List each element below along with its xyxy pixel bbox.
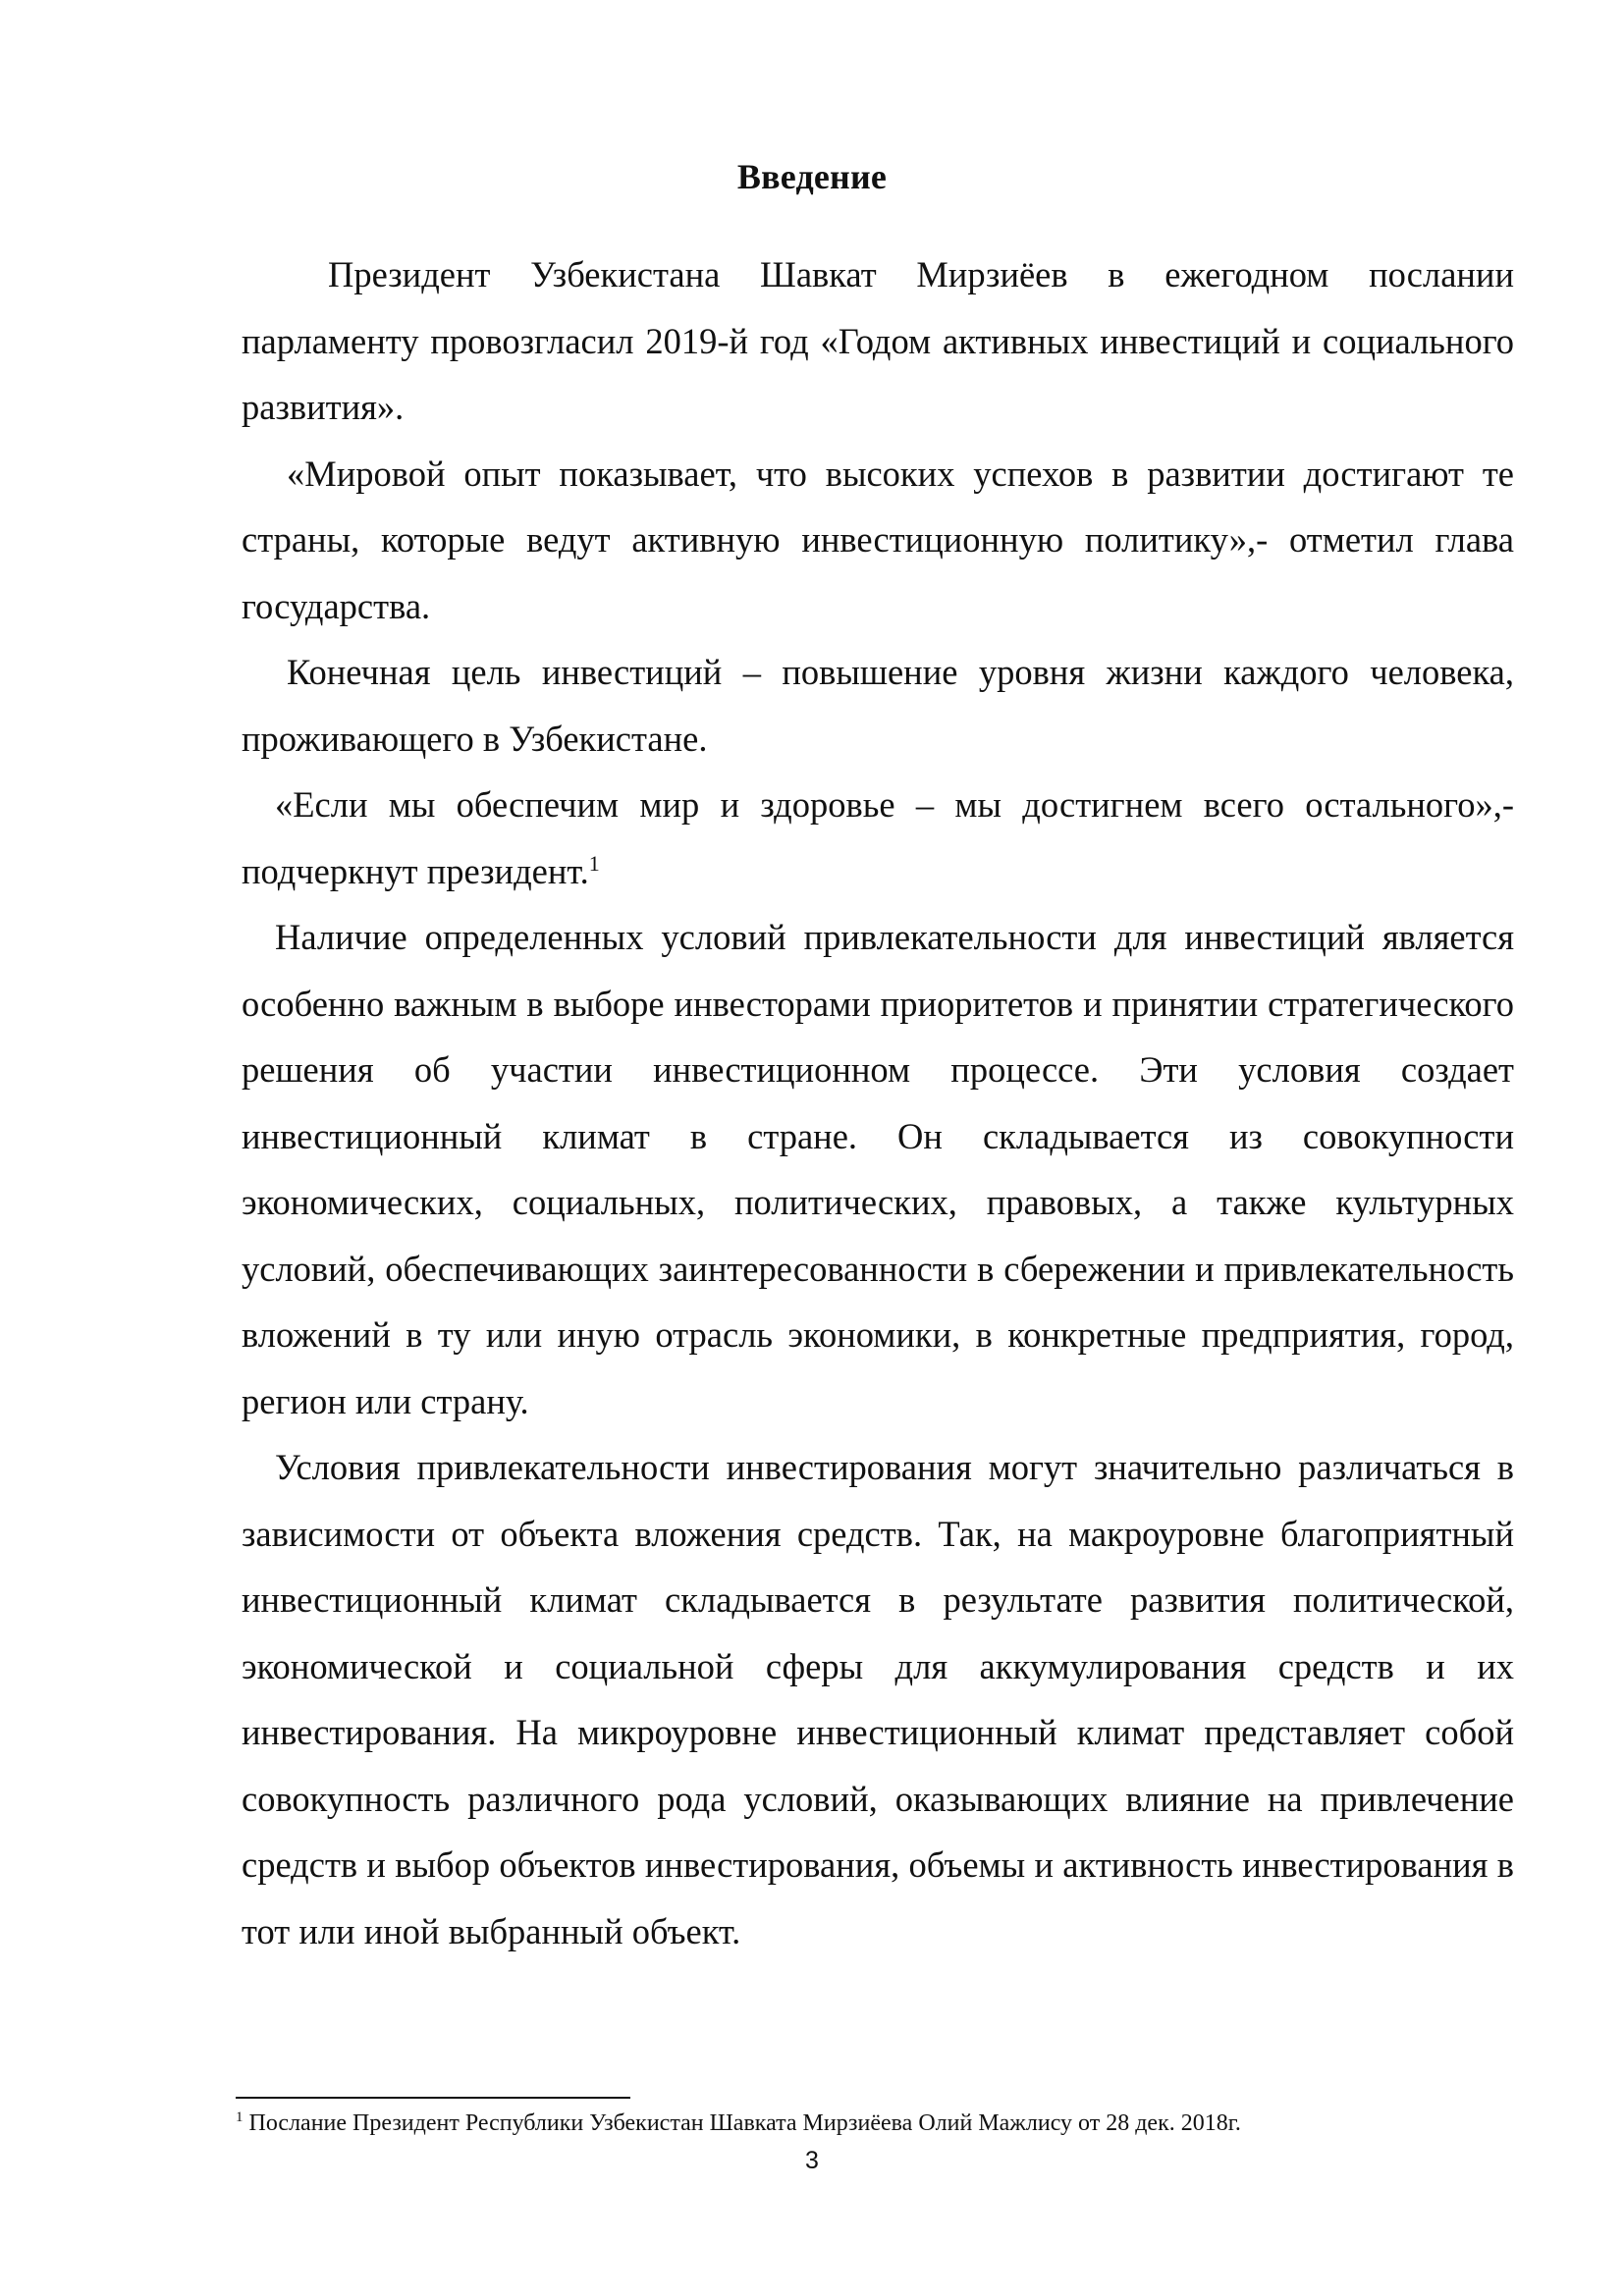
body-text	[242, 241, 1514, 1964]
paragraph-4-text: «Если мы обеспечим мир и здоровье – мы достигнем всего остального»,- подчеркнут президент.	[242, 784, 1514, 891]
footnote-marker: 1	[236, 2109, 244, 2125]
paragraph-5: Наличие определенных условий привлекательности для инвестиций является особенно важным в выборе инвесторами приоритетов и принятии стратегического решения об участии инвестиционном процессе. Эти условия создает инвестиционный климат в стране. Он складывается из совокупности экономических, социальных, политических, правовых, а также культурных условий, обеспечивающих заинтересованности в сбережении и привлекательность вложений в ту или иную отрасль экономики, в конкретные предприятия, город, регион или страну.	[242, 917, 1514, 1421]
paragraph-4	[242, 772, 1514, 904]
footnote-reference: 1	[588, 850, 600, 876]
paragraph-3: Конечная цель инвестиций – повышение уровня жизни каждого человека, проживающего в Узбекистане.	[242, 652, 1514, 759]
footnote-separator	[236, 2097, 630, 2099]
footnote-text: Послание Президент Республики Узбекистан Шавката Мирзиёева Олий Мажлису от 28 дек. 2018г.	[243, 2110, 1241, 2136]
page-heading: Введение	[736, 157, 888, 196]
paragraph-2: «Мировой опыт показывает, что высоких успехов в развитии достигают те страны, которые ведут активную инвестиционную политику»,- отметил глава государства.	[242, 453, 1514, 626]
paragraph-1: Президент Узбекистана Шавкат Мирзиёев в ежегодном послании парламенту провозгласил 2019-й год «Годом активных инвестиций и социального развития».	[242, 254, 1514, 427]
paragraph-6: Условия привлекательности инвестирования могут значительно различаться в зависимости от объекта вложения средств. Так, на макроуровне благоприятный инвестиционный климат складывается в результате развития политической, экономической и социальной сферы для аккумулирования средств и их инвестирования. На микроуровне инвестиционный климат представляет собой совокупность различного рода условий, оказывающих влияние на привлечение средств и выбор объектов инвестирования, объемы и активность инвестирования в тот или иной выбранный объект.	[242, 1447, 1514, 1951]
footnote	[236, 2109, 1512, 2138]
page-number: 3	[805, 2147, 819, 2174]
